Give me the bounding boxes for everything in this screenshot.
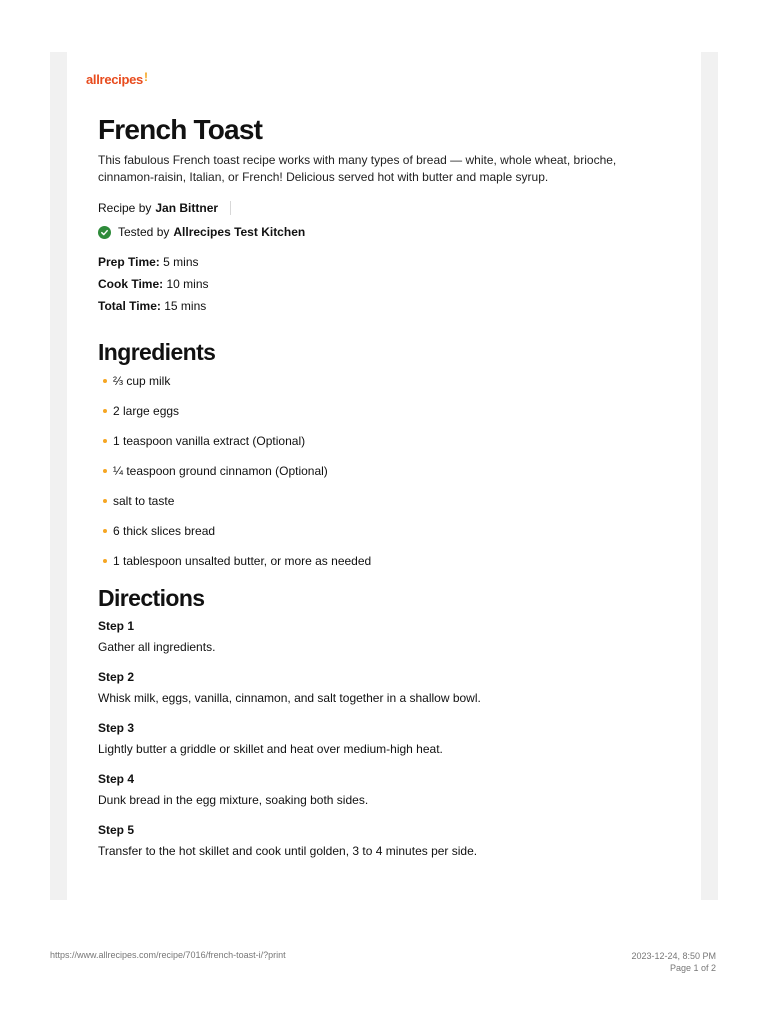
prep-time: Prep Time: 5 mins bbox=[98, 255, 199, 269]
byline bbox=[98, 200, 658, 216]
page-number: Page 1 of 2 bbox=[669, 963, 716, 973]
recipe-description: This fabulous French toast recipe works with many types of bread — white, whole wheat, brioche, cinnamon-raisin, Italian, or French! Delicious served hot with butter and maple syrup. bbox=[98, 153, 617, 184]
print-datetime: 2023-12-24, 8:50 PM bbox=[631, 951, 716, 961]
step-text: Whisk milk, eggs, vanilla, cinnamon, and salt together in a shallow bowl. bbox=[98, 691, 481, 705]
ingredient-item: ¼ teaspoon ground cinnamon (Optional) bbox=[98, 463, 658, 479]
tested-by bbox=[98, 224, 658, 240]
print-url: https://www.allrecipes.com/recipe/7016/french-toast-i/?print bbox=[50, 950, 286, 960]
bullet-dot-icon bbox=[103, 559, 107, 563]
logo-mark: ! bbox=[144, 70, 148, 84]
ingredient-item: 1 tablespoon unsalted butter, or more as needed bbox=[98, 553, 658, 569]
byline-divider bbox=[230, 201, 231, 215]
check-badge-icon bbox=[98, 226, 111, 239]
bullet-dot-icon bbox=[103, 469, 107, 473]
ingredients-heading: Ingredients bbox=[98, 339, 216, 365]
print-meta bbox=[631, 950, 716, 974]
direction-step bbox=[98, 770, 658, 809]
recipe-content bbox=[98, 112, 658, 860]
direction-step bbox=[98, 719, 658, 758]
ingredient-item: 2 large eggs bbox=[98, 403, 658, 419]
bullet-dot-icon bbox=[103, 379, 107, 383]
ingredient-item: 1 teaspoon vanilla extract (Optional) bbox=[98, 433, 658, 449]
allrecipes-logo[interactable] bbox=[86, 72, 148, 87]
step-label: Step 3 bbox=[98, 721, 135, 735]
recipe-title: French Toast bbox=[98, 114, 263, 145]
direction-step bbox=[98, 821, 658, 860]
cook-time: Cook Time: 10 mins bbox=[98, 277, 209, 291]
step-label: Step 1 bbox=[98, 619, 135, 633]
byline-prefix: Recipe by bbox=[98, 201, 152, 215]
bullet-dot-icon bbox=[103, 409, 107, 413]
test-kitchen-name: Allrecipes Test Kitchen bbox=[173, 225, 306, 239]
step-label: Step 4 bbox=[98, 772, 135, 786]
step-text: Dunk bread in the egg mixture, soaking both sides. bbox=[98, 793, 369, 807]
total-time: Total Time: 15 mins bbox=[98, 299, 207, 313]
bullet-dot-icon bbox=[103, 499, 107, 503]
step-text: Transfer to the hot skillet and cook until golden, 3 to 4 minutes per side. bbox=[98, 844, 478, 858]
ingredient-item: ⅔ cup milk bbox=[98, 373, 658, 389]
tested-prefix: Tested by bbox=[118, 225, 170, 239]
bullet-dot-icon bbox=[103, 529, 107, 533]
ingredient-item: 6 thick slices bread bbox=[98, 523, 658, 539]
step-text: Gather all ingredients. bbox=[98, 640, 216, 654]
logo-text: allrecipes bbox=[86, 72, 143, 87]
ingredient-item: salt to taste bbox=[98, 493, 658, 509]
directions-heading: Directions bbox=[98, 585, 205, 611]
step-label: Step 2 bbox=[98, 670, 135, 684]
direction-step bbox=[98, 668, 658, 707]
ingredients-list bbox=[98, 373, 658, 569]
author-name[interactable]: Jan Bittner bbox=[155, 201, 219, 215]
direction-step bbox=[98, 617, 658, 656]
step-text: Lightly butter a griddle or skillet and heat over medium-high heat. bbox=[98, 742, 443, 756]
recipe-times bbox=[98, 251, 658, 317]
bullet-dot-icon bbox=[103, 439, 107, 443]
step-label: Step 5 bbox=[98, 823, 135, 837]
